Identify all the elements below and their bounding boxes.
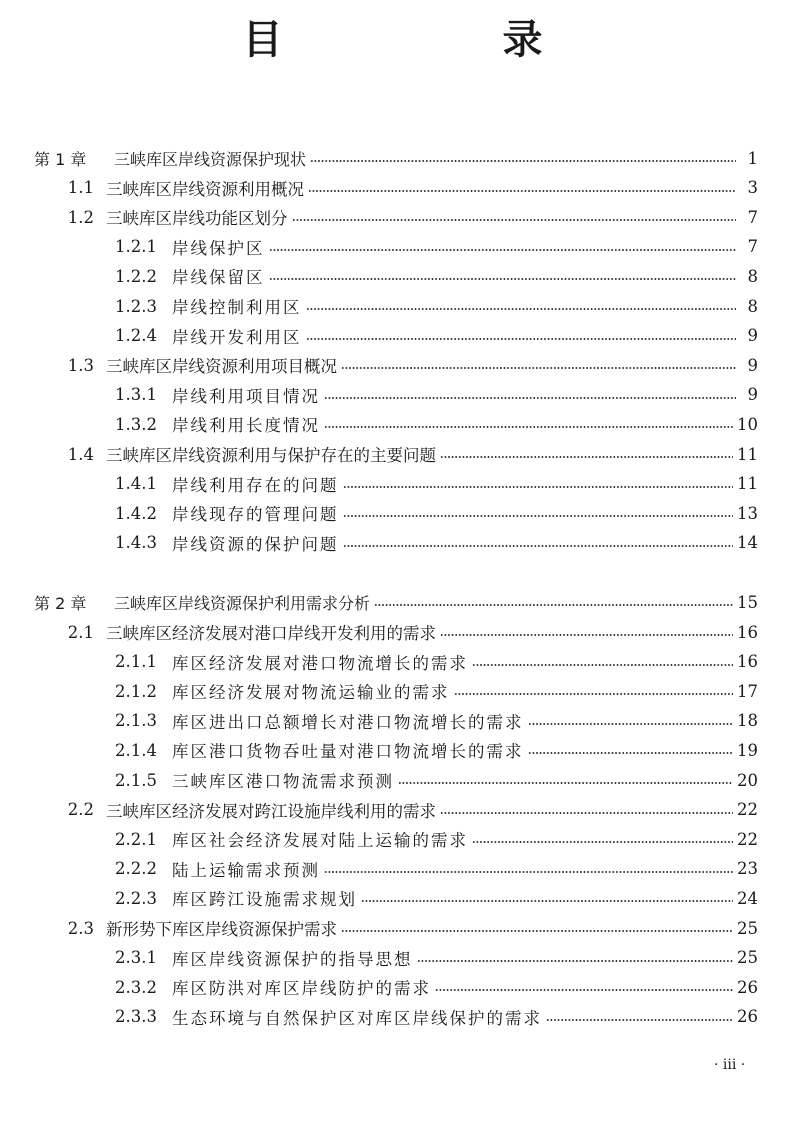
- dot-leader: [306, 338, 737, 340]
- dot-leader: [343, 545, 734, 547]
- toc-entry-title: 三峡库区岸线功能区划分: [106, 209, 288, 229]
- toc-entry-title: 生态环境与自然保护区对库区岸线保护的需求: [172, 1008, 542, 1028]
- toc-entry-number: 1.4: [67, 444, 94, 464]
- toc-entry-number: 1.2: [67, 207, 94, 227]
- dot-leader: [324, 397, 736, 399]
- toc-section-entry[interactable]: [50, 352, 758, 378]
- page-title: 目 录: [242, 17, 633, 63]
- toc-entry-number: 1.2.3: [115, 296, 157, 316]
- dot-leader: [308, 190, 736, 192]
- dot-leader: [269, 278, 737, 280]
- dot-leader: [343, 515, 734, 517]
- toc-entry-page-number: 15: [737, 592, 758, 612]
- dot-leader: [306, 308, 737, 310]
- toc-subsection-entry[interactable]: [115, 737, 758, 763]
- toc-entry-page-number: 24: [737, 888, 758, 908]
- toc-subsection-entry[interactable]: [115, 293, 758, 319]
- toc-subsection-entry[interactable]: [115, 826, 758, 852]
- dot-leader: [546, 1019, 733, 1021]
- toc-entry-title: 岸线利用存在的问题: [172, 475, 339, 495]
- toc-entry-number: 2.3.2: [115, 977, 157, 997]
- toc-entry-title: 岸线利用长度情况: [172, 416, 320, 436]
- toc-section-entry[interactable]: [50, 441, 758, 467]
- dot-leader: [472, 664, 733, 666]
- toc-entry-title: 岸线现存的管理问题: [172, 505, 339, 525]
- toc-subsection-entry[interactable]: [115, 530, 758, 556]
- toc-entry-number: 2.3: [67, 918, 94, 938]
- toc-subsection-entry[interactable]: [115, 382, 758, 408]
- toc-subsection-entry[interactable]: [115, 471, 758, 497]
- toc-entry-title: 岸线资源的保护问题: [172, 534, 339, 554]
- toc-entry-page-number: 22: [737, 829, 758, 849]
- toc-subsection-entry[interactable]: [115, 649, 758, 675]
- toc-entry-page-number: 10: [737, 414, 758, 434]
- toc-subsection-entry[interactable]: [115, 974, 758, 1000]
- toc-entry-title: 岸线开发利用区: [172, 327, 302, 347]
- toc-subsection-entry[interactable]: [115, 945, 758, 971]
- toc-entry-page-number: 1: [747, 148, 758, 168]
- toc-entry-page-number: 14: [737, 533, 758, 553]
- toc-entry-number: 2.3.3: [115, 1007, 157, 1027]
- toc-subsection-entry[interactable]: [115, 263, 758, 289]
- toc-entry-number: 1.1: [67, 178, 94, 198]
- dot-leader: [269, 249, 737, 251]
- toc-entry-number: 1.3.2: [115, 414, 157, 434]
- toc-entry-number: 2.1.1: [115, 652, 157, 672]
- toc-entry-title: 岸线保护区: [172, 238, 265, 258]
- dot-leader: [324, 426, 733, 428]
- toc-chapter-entry[interactable]: [34, 145, 758, 171]
- toc-entry-title: 库区经济发展对物流运输业的需求: [172, 683, 450, 703]
- toc-subsection-entry[interactable]: [115, 1004, 758, 1030]
- toc-entry-number: 2.1: [67, 622, 94, 642]
- toc-entry-title: 库区港口货物吞吐量对港口物流增长的需求: [172, 742, 524, 762]
- toc-entry-page-number: 19: [737, 740, 758, 760]
- toc-entry-title: 库区社会经济发展对陆上运输的需求: [172, 831, 468, 851]
- toc-entry-number: 2.2.3: [115, 888, 157, 908]
- toc-entry-number: 2.3.1: [115, 948, 157, 968]
- toc-entry-page-number: 16: [737, 652, 758, 672]
- toc-entry-number: 2.1.3: [115, 711, 157, 731]
- toc-section-entry[interactable]: [50, 175, 758, 201]
- dot-leader: [398, 782, 733, 784]
- toc-entry-page-number: 13: [737, 503, 758, 523]
- toc-entry-page-number: 8: [747, 296, 758, 316]
- toc-subsection-entry[interactable]: [115, 234, 758, 260]
- toc-entry-page-number: 25: [737, 948, 758, 968]
- toc-entry-number: 2.2: [67, 800, 94, 820]
- page-number-footer: · iii ·: [714, 1057, 746, 1073]
- toc-entry-number: 1.4.1: [115, 474, 157, 494]
- toc-entry-title: 三峡库区经济发展对跨江设施岸线利用的需求: [106, 801, 436, 821]
- toc-entry-title: 库区防洪对库区岸线防护的需求: [172, 979, 431, 999]
- toc-entry-page-number: 7: [747, 237, 758, 257]
- toc-entry-number: 第 1 章: [34, 149, 87, 169]
- toc-entry-page-number: 7: [747, 207, 758, 227]
- toc-entry-number: 2.2.1: [115, 829, 157, 849]
- dot-leader: [341, 367, 736, 369]
- toc-section-entry[interactable]: [50, 619, 758, 645]
- toc-section-entry[interactable]: [50, 915, 758, 941]
- toc-entry-title: 三峡库区岸线资源利用与保护存在的主要问题: [106, 446, 436, 465]
- dot-leader: [528, 752, 734, 754]
- toc-entry-title: 库区跨江设施需求规划: [172, 890, 357, 910]
- toc-subsection-entry[interactable]: [115, 411, 758, 437]
- toc-entry-title: 岸线控制利用区: [172, 298, 302, 317]
- toc-entry-title: 三峡库区岸线资源利用项目概况: [106, 357, 337, 377]
- toc-entry-title: 三峡库区经济发展对港口岸线开发利用的需求: [106, 624, 436, 643]
- toc-entry-page-number: 11: [737, 444, 758, 464]
- toc-subsection-entry[interactable]: [115, 678, 758, 704]
- toc-entry-page-number: 17: [737, 681, 758, 701]
- toc-entry-title: 库区进出口总额增长对港口物流增长的需求: [172, 712, 524, 732]
- toc-entry-page-number: 16: [737, 622, 758, 642]
- dot-leader: [361, 900, 733, 902]
- toc-entry-number: 1.3: [67, 355, 94, 375]
- toc-chapter-entry[interactable]: [34, 589, 758, 615]
- toc-entry-page-number: 11: [737, 474, 758, 494]
- dot-leader: [528, 723, 734, 725]
- toc-entry-title: 库区经济发展对港口物流增长的需求: [172, 653, 468, 673]
- toc-entry-title: 库区岸线资源保护的指导思想: [172, 949, 413, 969]
- toc-subsection-entry[interactable]: [115, 500, 758, 526]
- dot-leader: [417, 960, 734, 962]
- dot-leader: [435, 989, 733, 991]
- dot-leader: [472, 841, 733, 843]
- toc-entry-page-number: 26: [737, 1007, 758, 1027]
- dot-leader: [310, 160, 736, 162]
- toc-entry-number: 1.4.2: [115, 503, 157, 523]
- toc-subsection-entry[interactable]: [115, 885, 758, 911]
- dot-leader: [341, 930, 733, 932]
- toc-entry-page-number: 25: [737, 918, 758, 938]
- toc-subsection-entry[interactable]: [115, 708, 758, 734]
- toc-entry-number: 第 2 章: [34, 593, 87, 613]
- toc-entry-number: 2.1.5: [115, 770, 157, 790]
- dot-leader: [374, 604, 733, 606]
- toc-entry-title: 新形势下库区岸线资源保护需求: [106, 920, 337, 939]
- dot-leader: [454, 693, 734, 695]
- toc-entry-title: 岸线保留区: [172, 268, 265, 288]
- toc-entry-page-number: 23: [737, 859, 758, 879]
- dot-leader: [440, 456, 733, 458]
- toc-entry-title: 岸线利用项目情况: [172, 386, 320, 406]
- dot-leader: [440, 812, 733, 814]
- toc-entry-page-number: 18: [737, 711, 758, 731]
- toc-section-entry[interactable]: [50, 797, 758, 823]
- toc-entry-page-number: 20: [737, 770, 758, 790]
- toc-entry-page-number: 22: [737, 800, 758, 820]
- toc-entry-page-number: 9: [747, 355, 758, 375]
- toc-entry-number: 2.1.4: [115, 740, 157, 760]
- toc-entry-title: 三峡库区港口物流需求预测: [172, 772, 394, 791]
- toc-subsection-entry[interactable]: [115, 767, 758, 793]
- toc-entry-title: 陆上运输需求预测: [172, 860, 320, 880]
- toc-entry-number: 1.3.1: [115, 385, 157, 405]
- toc-entry-number: 1.2.1: [115, 237, 157, 257]
- toc-entry-title: 三峡库区岸线资源利用概况: [106, 179, 304, 199]
- toc-entry-number: 1.2.4: [115, 326, 157, 346]
- toc-entry-page-number: 26: [737, 977, 758, 997]
- toc-entry-page-number: 9: [747, 326, 758, 346]
- toc-section-entry[interactable]: [50, 204, 758, 230]
- toc-entry-number: 2.1.2: [115, 681, 157, 701]
- toc-entry-page-number: 9: [747, 385, 758, 405]
- toc-entry-number: 2.2.2: [115, 859, 157, 879]
- toc-entry-page-number: 3: [747, 178, 758, 198]
- toc-entry-title: 三峡库区岸线资源保护现状: [114, 149, 307, 169]
- dot-leader: [292, 219, 737, 221]
- toc-subsection-entry[interactable]: [115, 856, 758, 882]
- dot-leader: [324, 871, 733, 873]
- dot-leader: [440, 634, 733, 636]
- toc-entry-number: 1.2.2: [115, 266, 157, 286]
- toc-entry-title: 三峡库区岸线资源保护利用需求分析: [114, 593, 371, 613]
- toc-entry-number: 1.4.3: [115, 533, 157, 553]
- toc-entry-page-number: 8: [747, 266, 758, 286]
- dot-leader: [343, 486, 734, 488]
- toc-subsection-entry[interactable]: [115, 323, 758, 349]
